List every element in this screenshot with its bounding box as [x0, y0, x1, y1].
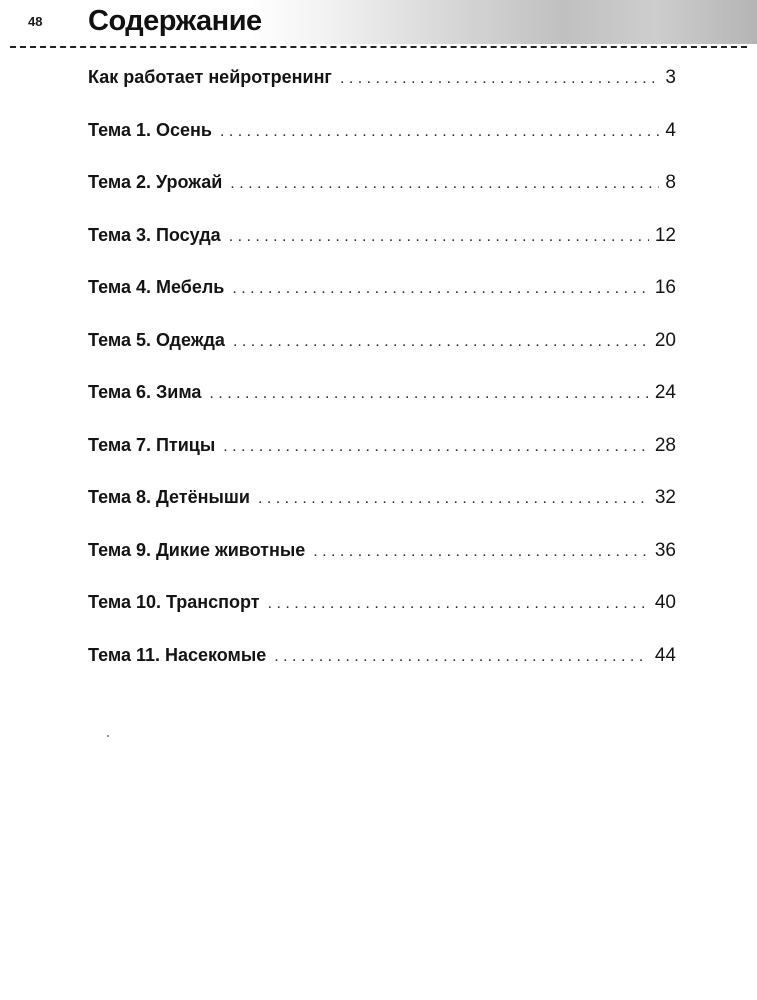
toc-entry-title: Как работает нейротренинг: [88, 67, 332, 87]
header-decorative-band: [250, 0, 757, 44]
toc-dot-leader: [233, 333, 649, 351]
toc-entry[interactable]: [88, 592, 676, 645]
toc-dot-leader: [268, 595, 649, 613]
toc-entry[interactable]: [88, 277, 676, 330]
toc-entry-title: Тема 6. Зима: [88, 382, 202, 402]
toc-entry[interactable]: [88, 67, 676, 120]
toc-entry[interactable]: [88, 540, 676, 593]
toc-entry-page: 28: [654, 434, 676, 456]
toc-dot-leader: [258, 490, 649, 508]
toc-entry-title: Тема 8. Детёныши: [88, 487, 250, 507]
toc-entry-page: 8: [665, 172, 676, 193]
toc-dot-leader: [232, 280, 648, 298]
toc-entry[interactable]: [88, 645, 676, 698]
toc-dot-leader: [274, 648, 649, 666]
toc-entry-title: Тема 5. Одежда: [88, 329, 225, 350]
toc-entry[interactable]: [88, 120, 676, 173]
toc-dot-leader: [229, 228, 649, 246]
toc-entry-page: 24: [654, 382, 676, 403]
toc-entry-page: 12: [654, 224, 676, 246]
toc-entry-title: Тема 9. Дикие животные: [88, 539, 306, 560]
toc-entry-page: 44: [654, 644, 676, 666]
toc-entry-title: Тема 7. Птицы: [88, 434, 216, 455]
toc-dot-leader: [230, 175, 659, 193]
toc-entry-page: 20: [654, 329, 676, 351]
toc-entry-title: Тема 2. Урожай: [88, 172, 223, 192]
toc-entry[interactable]: [88, 330, 676, 383]
toc-dot-leader: [220, 123, 659, 141]
toc-dot-leader: [340, 70, 659, 88]
toc-dot-leader: [313, 543, 649, 561]
toc-dot-leader: [209, 385, 648, 403]
toc-entry-page: 16: [654, 277, 676, 298]
toc-entry-page: 3: [665, 67, 676, 88]
toc-entry-title: Тема 3. Посуда: [88, 224, 221, 245]
toc-entry[interactable]: [88, 435, 676, 488]
scan-speck: [107, 735, 109, 737]
page-title: Содержание: [88, 5, 262, 37]
page-header: [0, 0, 757, 50]
header-dashed-rule: [10, 46, 747, 48]
toc-entry[interactable]: [88, 172, 676, 225]
toc-entry[interactable]: [88, 382, 676, 435]
toc-entry-page: 4: [665, 119, 676, 141]
toc-entry-title: Тема 1. Осень: [88, 119, 212, 140]
toc-dot-leader: [223, 438, 649, 456]
page-number: 48: [28, 14, 43, 29]
toc-entry-page: 36: [654, 539, 676, 561]
toc-entry-title: Тема 11. Насекомые: [88, 644, 267, 665]
toc-entry[interactable]: [88, 225, 676, 278]
toc-entry-page: 32: [654, 487, 676, 508]
toc-entry-page: 40: [654, 592, 676, 613]
toc-entry-title: Тема 10. Транспорт: [88, 592, 260, 612]
table-of-contents: [88, 67, 676, 697]
toc-entry-title: Тема 4. Мебель: [88, 277, 225, 297]
toc-entry[interactable]: [88, 487, 676, 540]
